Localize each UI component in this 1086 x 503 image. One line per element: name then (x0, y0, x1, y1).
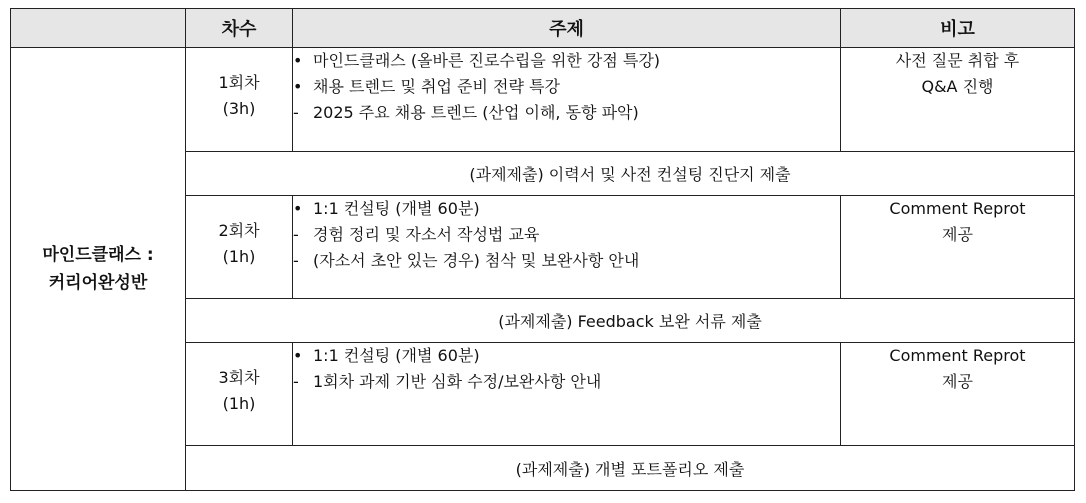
note-line-1: 사전 질문 취합 후 (895, 51, 1020, 70)
round-cell-3 (186, 343, 293, 446)
round-hours: (1h) (222, 247, 256, 266)
program-name-cell (11, 48, 186, 491)
note-line-2: 제공 (942, 372, 973, 391)
topic-item-text: (자소서 초안 있는 경우) 첨삭 및 보완사항 안내 (313, 251, 640, 270)
schedule-table (10, 8, 1075, 491)
note-cell-2 (841, 196, 1075, 299)
topic-item-text: 채용 트렌드 및 취업 준비 전략 특강 (313, 77, 560, 96)
note-line-1: Comment Reprot (889, 199, 1026, 218)
note-line-1: Comment Reprot (889, 346, 1026, 365)
header-topic: 주제 (293, 9, 841, 48)
topic-item (293, 222, 840, 248)
topic-cell-3 (293, 343, 841, 446)
topic-item (293, 343, 840, 369)
topic-item (293, 196, 840, 222)
bullet-marker: • (293, 199, 303, 218)
topic-item-text: 1:1 컨설팅 (개별 60분) (313, 199, 480, 218)
header-row (11, 9, 1075, 48)
dash-marker: - (293, 225, 299, 244)
note-line-2: Q&A 진행 (921, 77, 994, 96)
round-cell-1 (186, 48, 293, 152)
bullet-marker: • (293, 346, 303, 365)
round-label: 1회차 (218, 73, 260, 92)
submission-cell: (과제제출) 이력서 및 사전 컨설팅 진단지 제출 (186, 152, 1075, 196)
topic-item (293, 248, 840, 274)
round-label: 3회차 (218, 368, 260, 387)
topic-item-text: 1회차 과제 기반 심화 수정/보완사항 안내 (313, 372, 602, 391)
header-blank-cell (11, 9, 186, 48)
round-cell-2 (186, 196, 293, 299)
note-cell-1 (841, 48, 1075, 152)
note-line-2: 제공 (942, 225, 973, 244)
session-row-1 (11, 48, 1075, 152)
header-round: 차수 (186, 9, 293, 48)
bullet-marker: • (293, 77, 303, 96)
header-note: 비고 (841, 9, 1075, 48)
round-label: 2회차 (218, 221, 260, 240)
program-name-line-1: 마인드클래스 : (42, 245, 154, 265)
submission-cell: (과제제출) 개별 포트폴리오 제출 (186, 446, 1075, 491)
program-name-line-2: 커리어완성반 (48, 273, 148, 293)
dash-marker: - (293, 372, 299, 391)
topic-cell-1 (293, 48, 841, 152)
dash-marker: - (293, 103, 299, 122)
topic-item (293, 74, 840, 100)
note-cell-3 (841, 343, 1075, 446)
topic-item (293, 100, 840, 126)
topic-item (293, 369, 840, 395)
round-hours: (3h) (222, 99, 256, 118)
topic-cell-2 (293, 196, 841, 299)
topic-item-text: 2025 주요 채용 트렌드 (산업 이해, 동향 파악) (313, 103, 639, 122)
round-hours: (1h) (222, 394, 256, 413)
bullet-marker: • (293, 51, 303, 70)
submission-cell: (과제제출) Feedback 보완 서류 제출 (186, 299, 1075, 343)
topic-item (293, 48, 840, 74)
topic-item-text: 1:1 컨설팅 (개별 60분) (313, 346, 480, 365)
dash-marker: - (293, 251, 299, 270)
topic-item-text: 경험 정리 및 자소서 작성법 교육 (313, 225, 540, 244)
topic-item-text: 마인드클래스 (올바른 진로수립을 위한 강점 특강) (313, 51, 661, 70)
